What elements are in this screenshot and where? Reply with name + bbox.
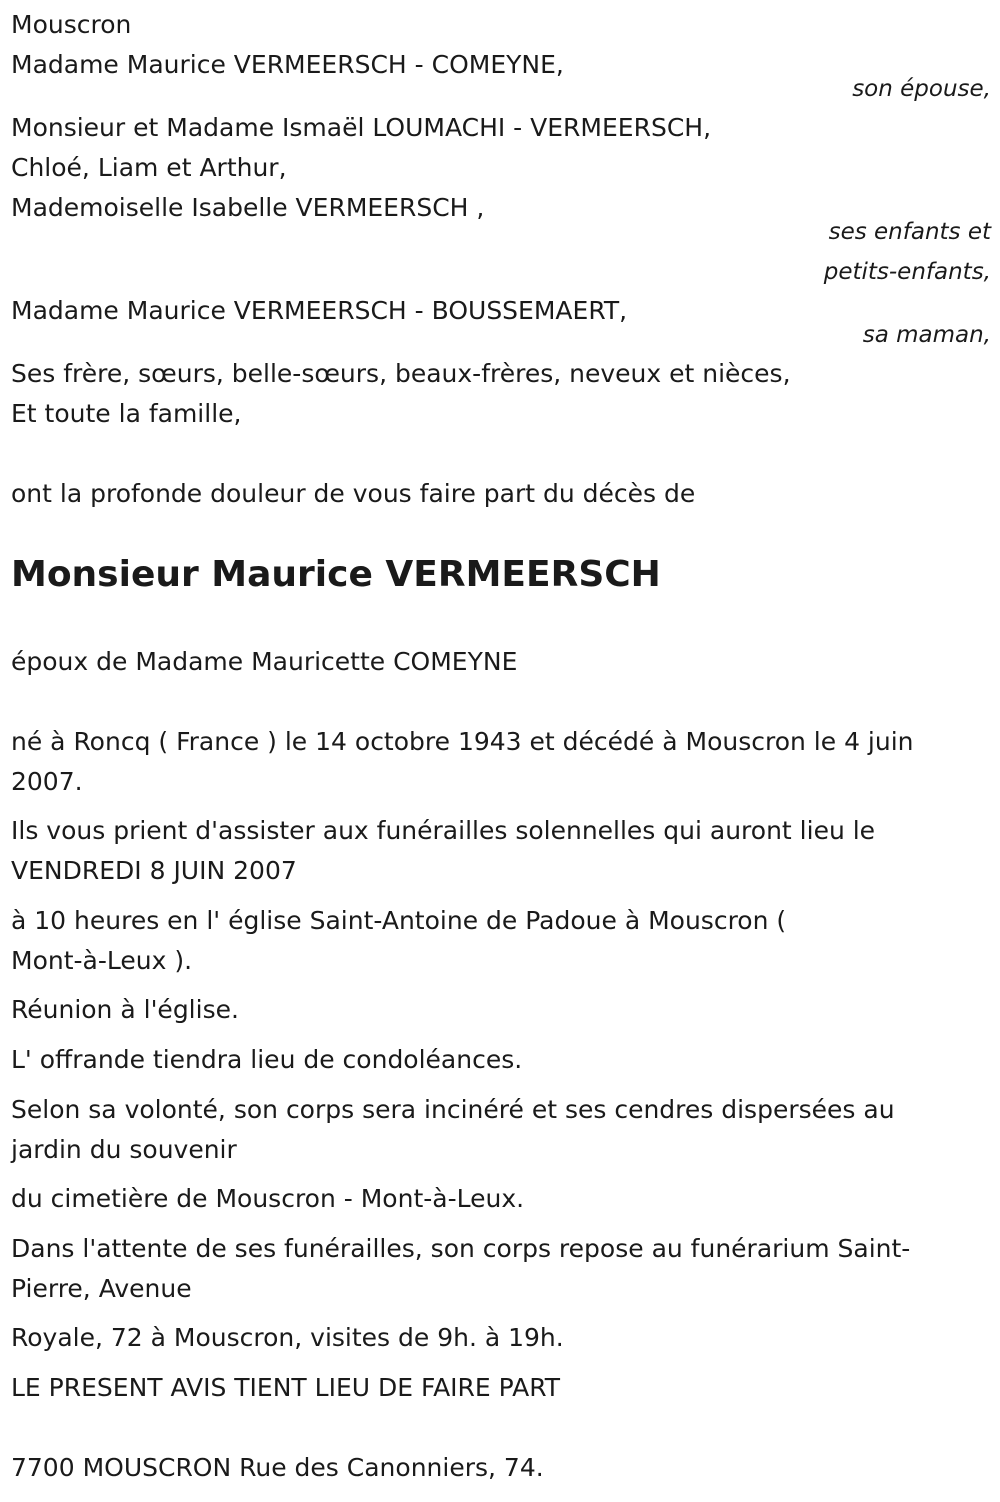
child-line-2: Mademoiselle Isabelle VERMEERSCH , — [11, 193, 485, 222]
funeral-line-2: VENDREDI 8 JUIN 2007 — [11, 856, 297, 885]
meeting-line: Réunion à l'église. — [11, 995, 239, 1024]
church-line-1: à 10 heures en l' église Saint-Antoine de Padoue à Mouscron ( — [11, 906, 787, 935]
children-role-2: petits-enfants, — [823, 259, 991, 285]
address-line: 7700 MOUSCRON Rue des Canonniers, 74. — [11, 1453, 544, 1482]
mother-role: sa maman, — [862, 322, 991, 348]
spouse-of-line: époux de Madame Mauricette COMEYNE — [11, 647, 518, 676]
rest-line-1: Dans l'attente de ses funérailles, son corps repose au funérarium Saint- — [11, 1234, 911, 1263]
notice-line: LE PRESENT AVIS TIENT LIEU DE FAIRE PART — [11, 1373, 561, 1402]
cremation-line-2: jardin du souvenir — [11, 1135, 237, 1164]
church-line-2: Mont-à-Leux ). — [11, 946, 193, 975]
birth-death-line-1: né à Roncq ( France ) le 14 octobre 1943 et décédé à Mouscron le 4 juin — [11, 727, 914, 756]
spouse-line: Madame Maurice VERMEERSCH - COMEYNE, — [11, 50, 564, 79]
funeral-line-1: Ils vous prient d'assister aux funérailles solennelles qui auront lieu le — [11, 816, 876, 845]
cremation-line-1: Selon sa volonté, son corps sera incinéré et ses cendres dispersées au — [11, 1095, 895, 1124]
grandchildren-line: Chloé, Liam et Arthur, — [11, 153, 287, 182]
offering-line: L' offrande tiendra lieu de condoléances. — [11, 1045, 523, 1074]
mother-line: Madame Maurice VERMEERSCH - BOUSSEMAERT, — [11, 296, 628, 325]
child-line-1: Monsieur et Madame Ismaël LOUMACHI - VERMEERSCH, — [11, 113, 712, 142]
city-line: Mouscron — [11, 10, 132, 39]
birth-death-line-2: 2007. — [11, 767, 83, 796]
deceased-name: Monsieur Maurice VERMEERSCH — [11, 554, 661, 595]
siblings-line: Ses frère, sœurs, belle-sœurs, beaux-frères, neveux et nièces, — [11, 359, 791, 388]
cremation-line-3: du cimetière de Mouscron - Mont-à-Leux. — [11, 1184, 525, 1213]
spouse-role: son épouse, — [852, 76, 991, 102]
rest-line-3: Royale, 72 à Mouscron, visites de 9h. à 19h. — [11, 1323, 564, 1352]
children-role-1: ses enfants et — [828, 219, 991, 245]
family-line: Et toute la famille, — [11, 399, 242, 428]
rest-line-2: Pierre, Avenue — [11, 1274, 192, 1303]
intro-line: ont la profonde douleur de vous faire part du décès de — [11, 479, 696, 508]
